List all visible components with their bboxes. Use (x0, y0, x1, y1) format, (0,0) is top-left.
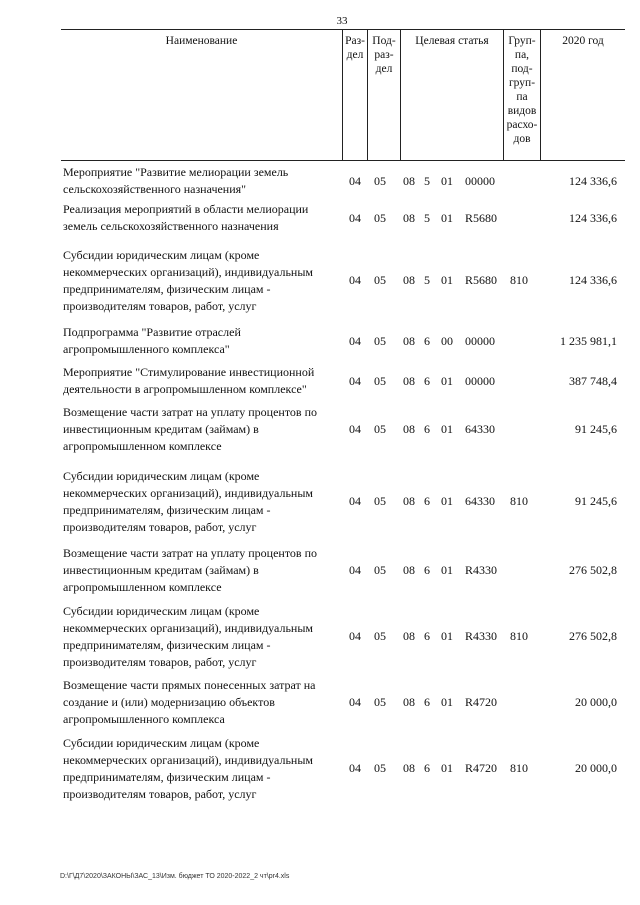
row-amount: 91 245,6 (575, 422, 617, 436)
row-article-event: 01 (441, 422, 453, 436)
row-name: Возмещение части прямых понесенных затрат на создание и (или) модернизацию объектов агропромышленного комплекса (63, 678, 316, 726)
row-expense-group: 810 (510, 761, 528, 775)
header-year: 2020 год (562, 35, 604, 47)
row-amount: 124 336,6 (569, 174, 617, 188)
page-number: 33 (336, 15, 348, 27)
row-article-subprogram: 5 (424, 174, 430, 188)
row-amount: 20 000,0 (575, 695, 617, 709)
header-expense-group: Груп- па, под- груп- па видов расхо- дов (506, 35, 538, 145)
row-name: Подпрограмма "Развитие отраслей агропромышленного комплекса" (63, 325, 241, 356)
row-expense-group: 810 (510, 494, 528, 508)
row-article-event: 01 (441, 211, 453, 225)
row-article-subprogram: 5 (424, 211, 430, 225)
row-article-program: 08 (403, 422, 415, 436)
row-name: Субсидии юридическим лицам (кроме некоммерческих организаций), индивидуальным предпринимателям, физическим лицам - производителям товаров, работ, услуг (63, 604, 313, 669)
row-name: Субсидии юридическим лицам (кроме некоммерческих организаций), индивидуальным предпринимателям, физическим лицам - производителям товаров, работ, услуг (63, 736, 313, 801)
row-amount: 276 502,8 (569, 629, 617, 643)
row-name: Мероприятие "Стимулирование инвестиционной деятельности в агропромышленном комплексе" (63, 365, 315, 396)
row-article-subprogram: 6 (424, 761, 430, 775)
table-header (61, 29, 625, 161)
row-expense-group: 810 (510, 629, 528, 643)
row-section: 04 (349, 563, 361, 577)
row-section: 04 (349, 695, 361, 709)
row-amount: 20 000,0 (575, 761, 617, 775)
row-subsection: 05 (374, 629, 386, 643)
row-subsection: 05 (374, 422, 386, 436)
row-amount: 387 748,4 (569, 374, 617, 388)
row-section: 04 (349, 761, 361, 775)
row-article-subprogram: 6 (424, 494, 430, 508)
row-expense-group: 810 (510, 273, 528, 287)
header-subsection: Под- раз- дел (372, 35, 396, 75)
row-article-program: 08 (403, 374, 415, 388)
row-article-direction: R5680 (465, 273, 498, 287)
row-subsection: 05 (374, 334, 386, 348)
row-article-subprogram: 6 (424, 334, 430, 348)
row-subsection: 05 (374, 695, 386, 709)
row-name: Субсидии юридическим лицам (кроме некоммерческих организаций), индивидуальным предпринимателям, физическим лицам - производителям товаров, работ, услуг (63, 469, 313, 534)
row-article-subprogram: 6 (424, 563, 430, 577)
table-row (61, 324, 625, 364)
row-article-event: 01 (441, 494, 453, 508)
table-row (61, 545, 625, 603)
row-subsection: 05 (374, 374, 386, 388)
row-article-direction: R4720 (465, 761, 498, 775)
row-article-program: 08 (403, 273, 415, 287)
row-article-subprogram: 6 (424, 629, 430, 643)
table-row (61, 735, 625, 809)
row-name: Возмещение части затрат на уплату процентов по инвестиционным кредитам (займам) в агропромышленном комплексе (63, 546, 318, 594)
row-article-event: 01 (441, 174, 453, 188)
row-article-direction: 00000 (465, 174, 495, 188)
row-section: 04 (349, 374, 361, 388)
table-row (61, 164, 625, 201)
row-amount: 1 235 981,1 (560, 334, 617, 348)
table-row (61, 247, 625, 324)
row-article-event: 01 (441, 374, 453, 388)
row-article-program: 08 (403, 174, 415, 188)
header-target-article: Целевая статья (415, 35, 489, 47)
row-article-program: 08 (403, 629, 415, 643)
table-row (61, 468, 625, 545)
row-article-program: 08 (403, 211, 415, 225)
row-article-program: 08 (403, 334, 415, 348)
row-article-subprogram: 6 (424, 695, 430, 709)
row-subsection: 05 (374, 494, 386, 508)
row-amount: 124 336,6 (569, 273, 617, 287)
row-article-program: 08 (403, 494, 415, 508)
row-section: 04 (349, 273, 361, 287)
header-name: Наименование (165, 35, 238, 47)
row-article-subprogram: 6 (424, 374, 430, 388)
row-name: Субсидии юридическим лицам (кроме некоммерческих организаций), индивидуальным предпринимателям, физическим лицам - производителям товаров, работ, услуг (63, 248, 313, 313)
row-subsection: 05 (374, 273, 386, 287)
row-article-event: 01 (441, 761, 453, 775)
row-name: Реализация мероприятий в области мелиорации земель сельскохозяйственного назначения (63, 202, 309, 233)
row-section: 04 (349, 211, 361, 225)
row-section: 04 (349, 334, 361, 348)
header-section: Раз- дел (345, 35, 365, 61)
row-subsection: 05 (374, 563, 386, 577)
row-article-event: 00 (441, 334, 453, 348)
row-name: Мероприятие "Развитие мелиорации земель сельскохозяйственного назначения" (63, 165, 289, 196)
table-body (61, 164, 625, 809)
row-name: Возмещение части затрат на уплату процентов по инвестиционным кредитам (займам) в агропромышленном комплексе (63, 405, 318, 453)
row-article-event: 01 (441, 273, 453, 287)
row-section: 04 (349, 422, 361, 436)
row-article-program: 08 (403, 761, 415, 775)
row-article-direction: 00000 (465, 374, 495, 388)
row-amount: 276 502,8 (569, 563, 617, 577)
row-amount: 91 245,6 (575, 494, 617, 508)
row-article-direction: 64330 (465, 422, 495, 436)
row-article-event: 01 (441, 563, 453, 577)
row-article-direction: R4720 (465, 695, 498, 709)
table-row (61, 677, 625, 735)
file-path-footer: D:\Г\Д7\2020\ЗАКОНЫ\ЗАС_13\Изм. бюджет ТО 2020-2022_2 чт\pr4.xls (60, 873, 290, 880)
row-article-direction: R5680 (465, 211, 498, 225)
row-subsection: 05 (374, 761, 386, 775)
table-row (61, 364, 625, 404)
row-article-direction: R4330 (465, 629, 498, 643)
row-article-subprogram: 6 (424, 422, 430, 436)
table-row (61, 404, 625, 468)
row-article-subprogram: 5 (424, 273, 430, 287)
row-article-direction: R4330 (465, 563, 498, 577)
row-subsection: 05 (374, 174, 386, 188)
row-article-program: 08 (403, 695, 415, 709)
row-subsection: 05 (374, 211, 386, 225)
row-section: 04 (349, 174, 361, 188)
row-article-direction: 00000 (465, 334, 495, 348)
row-article-event: 01 (441, 629, 453, 643)
row-article-program: 08 (403, 563, 415, 577)
row-section: 04 (349, 629, 361, 643)
row-amount: 124 336,6 (569, 211, 617, 225)
row-article-event: 01 (441, 695, 453, 709)
table-row (61, 603, 625, 677)
row-article-direction: 64330 (465, 494, 495, 508)
table-row (61, 201, 625, 247)
row-section: 04 (349, 494, 361, 508)
